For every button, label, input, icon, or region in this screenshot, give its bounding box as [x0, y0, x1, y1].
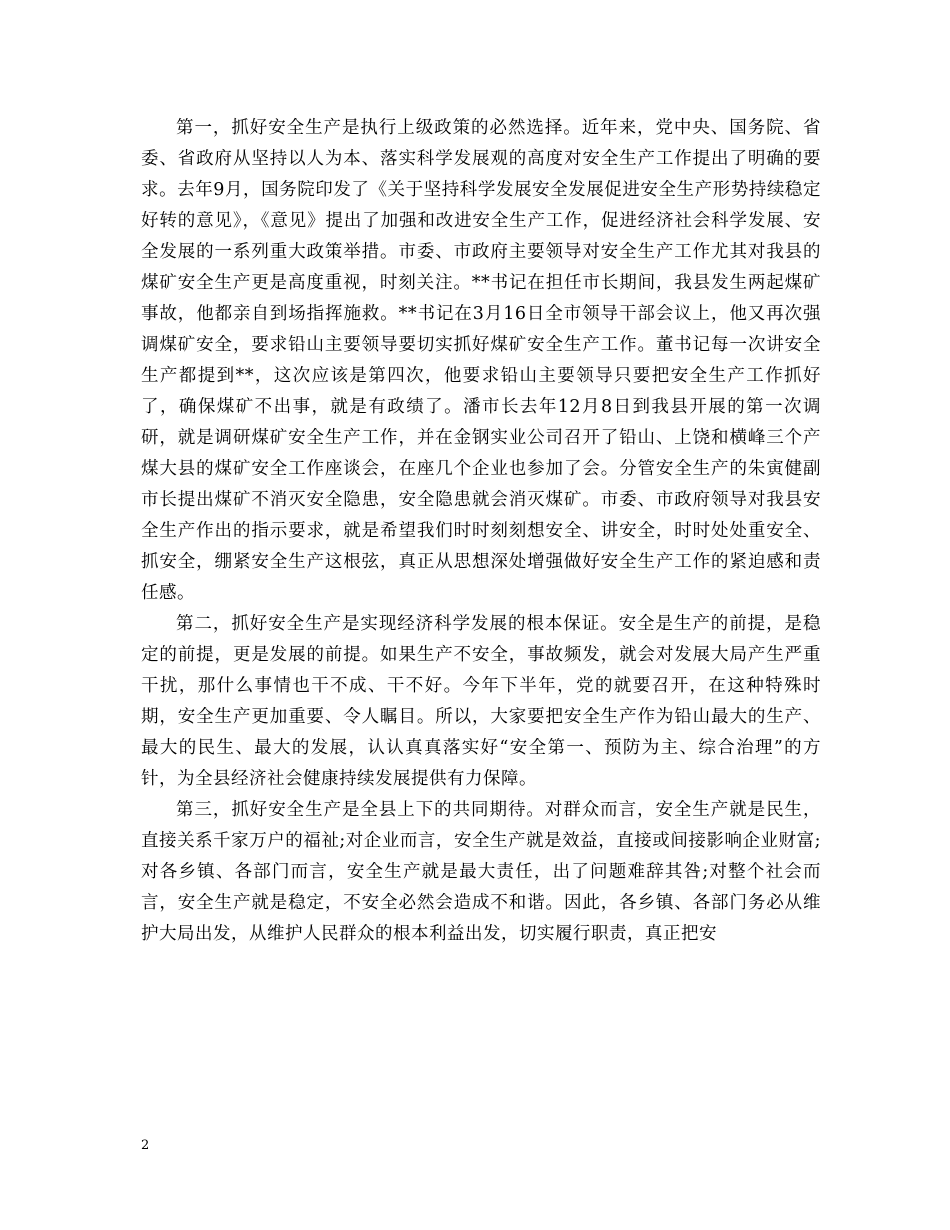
paragraph-third: 第三，抓好安全生产是全县上下的共同期待。对群众而言，安全生产就是民生，直接关系千家万户的福祉;对企业而言，安全生产就是效益，直接或间接影响企业财富;对各乡镇、各部门而言，安全生产就是最大责任，出了问题难辞其咎;对整个社会而言，安全生产就是稳定，不安全必然会造成不和谐。因此，各乡镇、各部门务必从维护大局出发，从维护人民群众的根本利益出发，切实履行职责，真正把安	[141, 800, 821, 944]
document-body	[141, 113, 821, 950]
page-number: 2	[141, 1138, 150, 1153]
paragraph-first: 第一，抓好安全生产是执行上级政策的必然选择。近年来，党中央、国务院、省委、省政府从坚持以人为本、落实科学发展观的高度对安全生产工作提出了明确的要求。去年9月，国务院印发了《关于坚持科学发展安全发展促进安全生产形势持续稳定好转的意见》，《意见》提出了加强和改进安全生产工作，促进经济社会科学发展、安全发展的一系列重大政策举措。市委、市政府主要领导对安全生产工作尤其对我县的煤矿安全生产更是高度重视，时刻关注。**书记在担任市长期间，我县发生两起煤矿事故，他都亲自到场指挥施救。**书记在3月16日全市领导干部会议上，他又再次强调煤矿安全，要求铅山主要领导要切实抓好煤矿安全生产工作。董书记每一次讲安全生产都提到**，这次应该是第四次，他要求铅山主要领导只要把安全生产工作抓好了，确保煤矿不出事，就是有政绩了。潘市长去年12月8日到我县开展的第一次调研，就是调研煤矿安全生产工作，并在金钢实业公司召开了铅山、上饶和横峰三个产煤大县的煤矿安全工作座谈会，在座几个企业也参加了会。分管安全生产的朱寅健副市长提出煤矿不消灭安全隐患，安全隐患就会消灭煤矿。市委、市政府领导对我县安全生产作出的指示要求，就是希望我们时时刻刻想安全、讲安全，时时处处重安全、抓安全，绷紧安全生产这根弦，真正从思想深处增强做好安全生产工作的紧迫感和责任感。	[141, 118, 821, 603]
paragraph-second: 第二，抓好安全生产是实现经济科学发展的根本保证。安全是生产的前提，是稳定的前提，更是发展的前提。如果生产不安全，事故频发，就会对发展大局产生严重干扰，那什么事情也干不成、干不好。今年下半年，党的就要召开，在这种特殊时期，安全生产更加重要、令人瞩目。所以，大家要把安全生产作为铅山最大的生产、最大的民生、最大的发展，认认真真落实好“安全第一、预防为主、综合治理”的方针，为全县经济社会健康持续发展提供有力保障。	[141, 614, 821, 789]
